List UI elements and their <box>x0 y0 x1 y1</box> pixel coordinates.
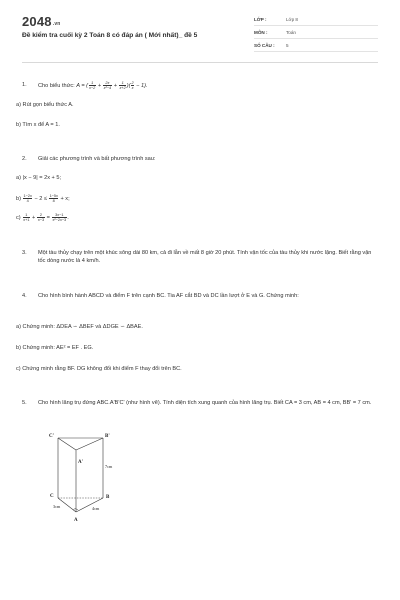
edge-aprime-bprime <box>76 438 103 450</box>
site-logo[interactable] <box>22 14 61 29</box>
question-number: 2. <box>22 156 27 162</box>
meta-key: SỐ CÂU : <box>254 43 275 48</box>
label-a-prime: A' <box>78 460 83 465</box>
question-2c <box>16 213 69 222</box>
meta-value: 5 <box>286 43 289 48</box>
question-number: 3. <box>22 250 27 256</box>
edge-cprime-aprime <box>58 438 76 450</box>
question-text-label: Cho biểu thức: <box>38 82 75 89</box>
question-4c: c) Chứng minh rằng BF. DG không đổi khi điểm F thay đổi trên BC. <box>16 366 182 372</box>
meta-row-subject <box>254 28 378 39</box>
question-number: 4. <box>22 293 27 299</box>
question-2b <box>16 194 70 203</box>
label-c: C <box>50 494 54 499</box>
question-2a: a) |x − 9| = 2x + 5; <box>16 175 62 181</box>
right-angle-mark <box>73 508 78 510</box>
prism-diagram <box>44 428 134 528</box>
measure-ab: 4cm <box>92 506 100 511</box>
meta-row-class <box>254 15 378 26</box>
question-text: Cho hình bình hành ABCD và điểm F trên cạnh BC. Tia AF cắt BD và DC lần lượt ở E và G. Chứng minh: <box>38 293 299 299</box>
question-1a: a) Rút gọn biểu thức A. <box>16 102 74 108</box>
prism-figure <box>44 428 134 528</box>
question-text: Giải các phương trình và bất phương trình sau: <box>38 156 156 162</box>
sub-label: c) <box>16 214 21 221</box>
math-expression-a: A = ( $\frac{1}{x-2}$ + $\frac{2x}{\text{x²−4}}$ + $\frac{1}{x+2}$ )( $\frac{2}{x}$ − 1). <box>76 81 148 90</box>
question-number: 1. <box>22 82 27 88</box>
label-a: A <box>74 518 78 523</box>
question-text: Cho hình lăng trụ đứng ABC.A'B'C' (như hình vẽ). Tính diện tích xung quanh của hình lăng trụ. Biết CA = 3 cm, AB = 4 cm, BB' = 7 cm. <box>38 400 372 406</box>
sub-label: b) <box>16 195 21 202</box>
meta-value: Lớp 8 <box>286 17 298 22</box>
question-4a: a) Chứng minh: ΔDEA ∽ ΔBEF và ΔDGE ∽ ΔBAE. <box>16 324 143 330</box>
question-4b: b) Chứng minh: AE² = EF . EG. <box>16 345 94 351</box>
question-number: 5. <box>22 400 27 406</box>
logo-text: 2048 <box>22 14 52 29</box>
logo-tld: .vn <box>52 21 61 27</box>
label-c-prime: C' <box>49 434 54 439</box>
label-b-prime: B' <box>105 434 110 439</box>
header-divider <box>22 62 378 63</box>
document-header <box>0 0 400 60</box>
meta-value: Toán <box>286 30 296 35</box>
math-equation: $\frac{1}{x+1}$ + $\frac{2}{x-3}$ = $\frac{3x-1}{\text{x²−2x−3}}$ . <box>23 213 69 222</box>
question-1b: b) Tìm x để A = 1. <box>16 122 60 128</box>
measure-ca: 3cm <box>53 504 61 509</box>
label-b: B <box>106 495 110 500</box>
meta-row-count <box>254 41 378 52</box>
meta-key: LỚP : <box>254 17 267 22</box>
meta-table <box>254 15 378 54</box>
document-title: Đề kiểm tra cuối kỳ 2 Toán 8 có đáp án ( Mới nhất)_ đề 5 <box>22 32 198 39</box>
meta-key: MÔN : <box>254 30 268 35</box>
measure-height: 7cm <box>105 464 113 469</box>
math-inequality: $\frac{1-2x}{4}$ − 2 ≤ $\frac{1-5x}{8}$ + x; <box>23 194 70 203</box>
question-text <box>38 81 374 90</box>
question-text: Một tàu thủy chạy trên một khúc sông dài 80 km, cả đi lẫn về mất 8 giờ 20 phút. Tính vận tốc của tàu thủy khi nước lặng. Biết rằng vận tốc dòng nước là 4 km/h. <box>38 250 372 265</box>
